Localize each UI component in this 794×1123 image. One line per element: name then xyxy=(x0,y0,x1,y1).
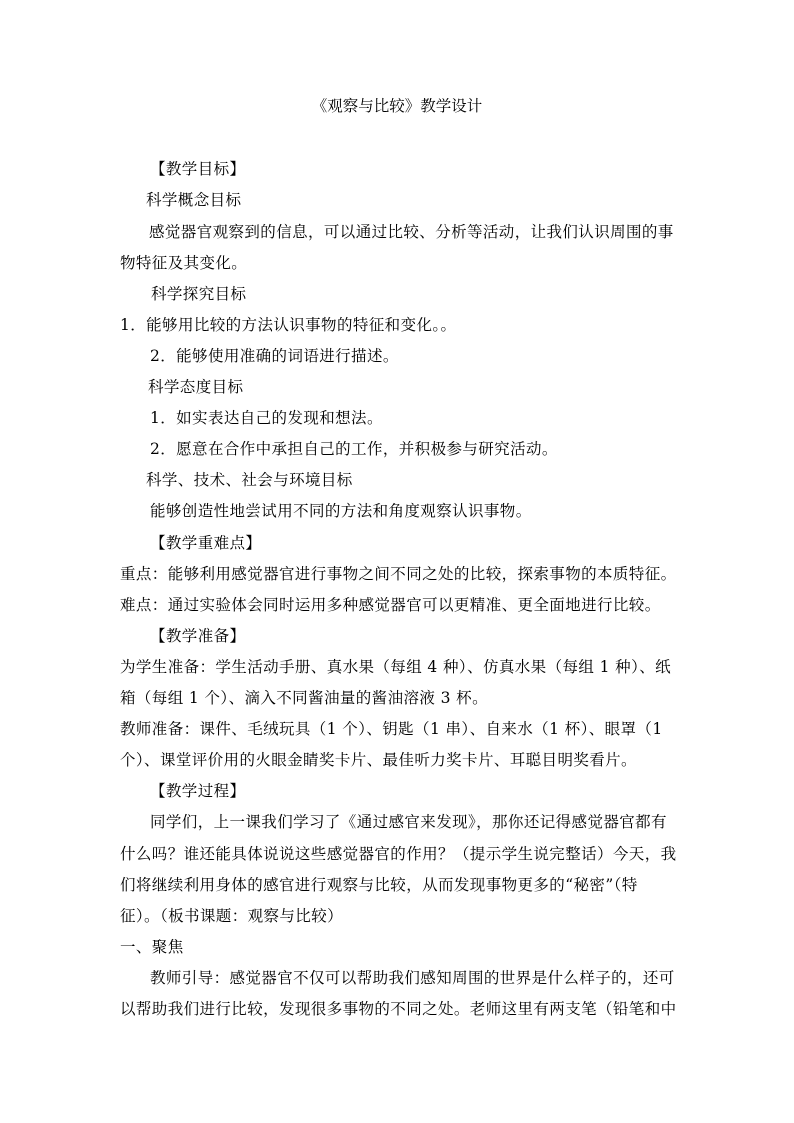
paragraph-line: 教师引导：感觉器官不仅可以帮助我们感知周围的世界是什么样子的，还可 xyxy=(150,969,675,987)
paragraph-line: 们将继续利用身体的感官进行观察与比较，从而发现事物更多的“秘密”（特 xyxy=(120,876,638,894)
paragraph-line: 感觉器官观察到的信息，可以通过比较、分析等活动，让我们认识周围的事 xyxy=(149,223,674,241)
subheading-inquiry-objective: 科学探究目标 xyxy=(151,285,247,303)
subheading-stse-objective: 科学、技术、社会与环境目标 xyxy=(146,471,353,489)
paragraph-line: 教师准备：课件、毛绒玩具（1 个）、钥匙（1 串）、自来水（1 杯）、眼罩（1 xyxy=(120,720,663,738)
paragraph-line: 能够创造性地尝试用不同的方法和角度观察认识事物。 xyxy=(150,502,532,520)
paragraph-line: 物特征及其变化。 xyxy=(120,254,248,272)
paragraph-line: 以帮助我们进行比较，发现很多事物的不同之处。老师这里有两支笔（铅笔和中 xyxy=(120,1000,677,1018)
heading-teaching-objectives: 【教学目标】 xyxy=(150,160,246,178)
heading-key-points: 【教学重难点】 xyxy=(150,534,262,552)
paragraph-line: 难点：通过实验体会同时运用多种感觉器官可以更精准、更全面地进行比较。 xyxy=(120,596,661,614)
paragraph-line: 什么吗？谁还能具体说说这些感觉器官的作用？（提示学生说完整话）今天，我 xyxy=(120,845,677,863)
list-item: 2．能够使用准确的词语进行描述。 xyxy=(150,347,399,365)
paragraph-line: 重点：能够利用感觉器官进行事物之间不同之处的比较，探索事物的本质特征。 xyxy=(120,565,677,583)
list-item: 1．能够用比较的方法认识事物的特征和变化。。 xyxy=(120,316,457,334)
paragraph-line: 箱（每组 1 个）、滴入不同酱油量的酱油溶液 3 杯。 xyxy=(120,689,488,707)
heading-teaching-process: 【教学过程】 xyxy=(150,782,246,800)
paragraph-line: 征）。（板书课题：观察与比较） xyxy=(120,907,344,925)
heading-preparation: 【教学准备】 xyxy=(150,627,246,645)
paragraph-line: 为学生准备：学生活动手册、真水果（每组 4 种）、仿真水果（每组 1 种）、纸 xyxy=(120,658,672,676)
subheading-attitude-objective: 科学态度目标 xyxy=(148,378,244,396)
paragraph-line: 同学们，上一课我们学习了《通过感官来发现》，那你还记得感觉器官都有 xyxy=(150,813,667,831)
section-heading-focus: 一、聚焦 xyxy=(120,938,184,956)
list-item: 2．愿意在合作中承担自己的工作，并积极参与研究活动。 xyxy=(150,440,558,458)
subheading-concept-objective: 科学概念目标 xyxy=(146,191,242,209)
paragraph-line: 个）、课堂评价用的火眼金睛奖卡片、最佳听力奖卡片、耳聪目明奖看片。 xyxy=(120,751,637,769)
list-item: 1．如实表达自己的发现和想法。 xyxy=(150,409,383,427)
document-title: 《观察与比较》教学设计 xyxy=(311,97,483,115)
